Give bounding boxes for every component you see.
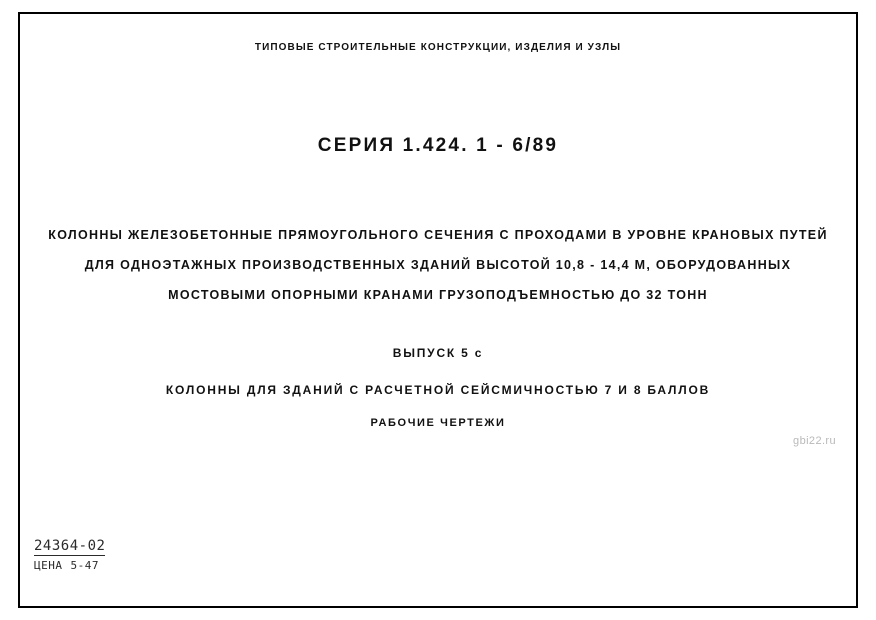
description-line-3: МОСТОВЫМИ ОПОРНЫМИ КРАНАМИ ГРУЗОПОДЪЕМНОСТЬЮ ДО 32 ТОНН xyxy=(168,288,708,302)
document-header-line: ТИПОВЫЕ СТРОИТЕЛЬНЫЕ КОНСТРУКЦИИ, ИЗДЕЛИЯ И УЗЛЫ xyxy=(254,42,622,53)
issue-title: КОЛОННЫ ДЛЯ ЗДАНИЙ С РАСЧЕТНОЙ СЕЙСМИЧНОСТЬЮ 7 И 8 БАЛЛОВ xyxy=(165,383,711,397)
series-title: СЕРИЯ 1.424. 1 - 6/89 xyxy=(317,135,559,156)
description-line-2: ДЛЯ ОДНОЭТАЖНЫХ ПРОИЗВОДСТВЕННЫХ ЗДАНИЙ ВЫСОТОЙ 10,8 - 14,4 М, ОБОРУДОВАННЫХ xyxy=(84,258,792,272)
document-kind: РАБОЧИЕ ЧЕРТЕЖИ xyxy=(370,417,506,429)
stamp-code: 24364-02 xyxy=(34,538,106,554)
sheet-border xyxy=(18,12,858,608)
stamp-price-label: ЦЕНА xyxy=(34,559,63,572)
watermark: gbi22.ru xyxy=(793,435,836,447)
stamp-price-value: 5-47 xyxy=(70,559,99,572)
bottom-left-stamp xyxy=(34,538,105,572)
stamp-price xyxy=(34,559,105,572)
issue-label: ВЫПУСК 5 с xyxy=(392,346,484,360)
description-line-1: КОЛОННЫ ЖЕЛЕЗОБЕТОННЫЕ ПРЯМОУГОЛЬНОГО СЕЧЕНИЯ С ПРОХОДАМИ В УРОВНЕ КРАНОВЫХ ПУТЕЙ xyxy=(48,228,828,242)
